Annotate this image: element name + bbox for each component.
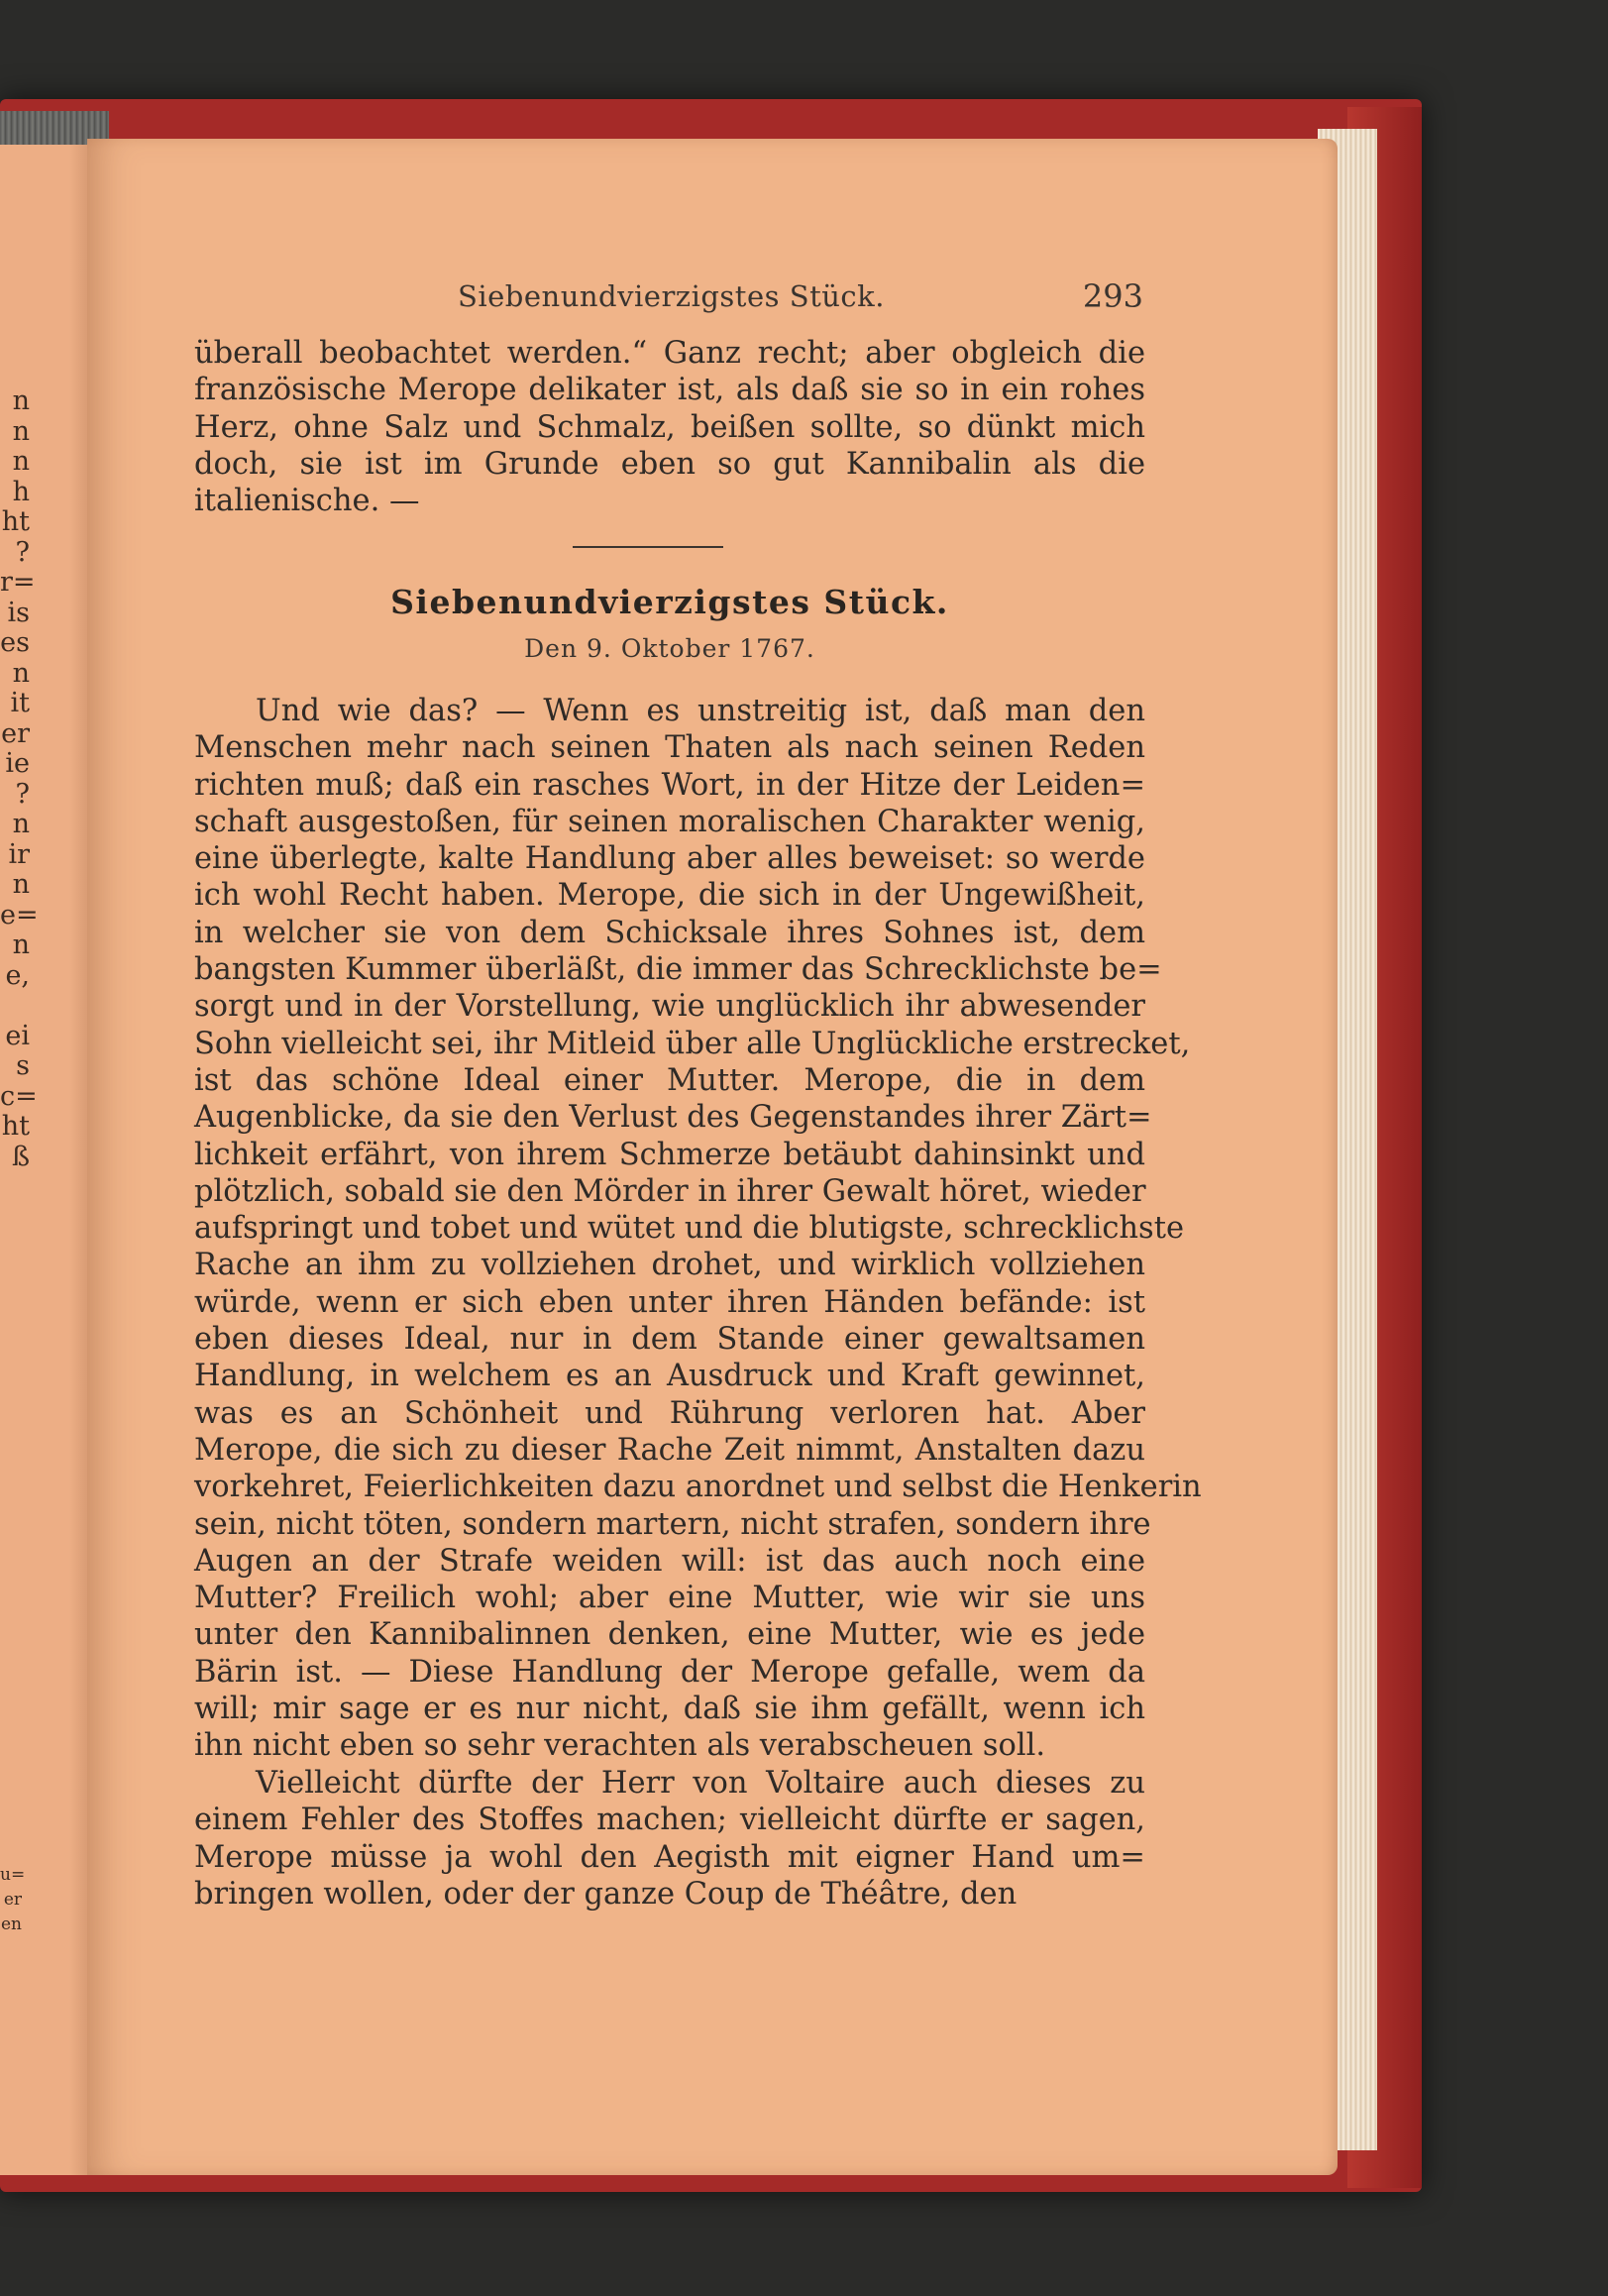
text-line: ich wohl Recht haben. Merope, die sich in der Ungewißheit, [194,878,1145,914]
text-line: Menschen mehr nach seinen Thaten als nach seinen Reden [194,730,1145,766]
fragment: n [12,929,30,960]
fragment: ? [15,778,30,810]
fragment: c= [0,1080,38,1112]
running-title: Siebenundvierzigstes Stück. [458,279,885,313]
text-line: ist das schöne Ideal einer Mutter. Merope, die in dem [194,1062,1145,1098]
text-line: Augenblicke, da sie den Verlust des Gegenstandes ihrer Zärt= [194,1100,1152,1136]
facing-page-text-fragments [0,385,39,1172]
text-line: bringen wollen, oder der ganze Coup de Théâtre, den [194,1876,1018,1912]
fragment: ht [1,1111,30,1142]
page-number: 293 [1082,277,1143,315]
fragment: n [12,385,30,416]
fragment: es [0,627,30,658]
body-paragraph-1 [194,693,1202,1765]
fragment: n [12,869,30,900]
text-line: Merope müsse ja wohl den Aegisth mit eigner Hand um= [194,1839,1145,1875]
text-line: doch, sie ist im Grunde eben so gut Kannibalin als die [194,446,1145,482]
fragment: h [12,476,30,507]
text-line: ihn nicht eben so sehr verachten als verabscheuen soll. [194,1728,1046,1764]
text-line: was es an Schönheit und Rührung verloren hat. Aber [194,1395,1145,1431]
fragment: is [7,597,30,628]
fragment: er [3,1890,22,1910]
fragment: ? [15,536,30,568]
text-line: italienische. — [194,484,420,519]
text-line: Herz, ohne Salz und Schmalz, beißen sollte, so dünkt mich [194,409,1145,445]
fragment: u= [0,1865,26,1885]
text-line: lichkeit erfährt, von ihrem Schmerze betäubt dahinsinkt und [194,1137,1145,1172]
fragment: er [1,717,30,749]
text-line: Sohn vielleicht sei, ihr Mitleid über alle Unglückliche erstrecket, [194,1026,1191,1061]
fragment: ß [11,1141,30,1172]
text-line: überall beobachtet werden.“ Ganz recht; aber obgleich die [194,336,1145,371]
opening-paragraph [194,335,1145,519]
text-line: will; mir sage er es nur nicht, daß sie ihm gefällt, wenn ich [194,1692,1145,1727]
text-line: Und wie das? — Wenn es unstreitig ist, daß man den [256,694,1145,728]
fragment: ei [5,1020,30,1051]
text-line: französische Merope delikater ist, als daß sie so in ein rohes [194,373,1145,408]
fragment: s [16,1050,30,1081]
section-date: Den 9. Oktober 1767. [524,634,815,663]
text-line: sein, nicht töten, sondern martern, nicht strafen, sondern ihre [194,1506,1151,1542]
fragment: e= [0,899,39,930]
fragment: r= [0,567,36,598]
fragment: n [12,446,30,477]
section-title: Siebenundvierzigstes Stück. [390,583,949,621]
running-head [194,279,1145,319]
text-line: eben dieses Ideal, nur in dem Stande einer gewaltsamen [194,1322,1145,1358]
section-divider [573,546,723,548]
text-line: Vielleicht dürfte der Herr von Voltaire auch dieses zu [256,1766,1145,1801]
text-line: würde, wenn er sich eben unter ihren Händen befände: ist [194,1284,1145,1320]
fragment: ht [1,506,30,537]
fragment: ir [8,838,30,870]
fragment: e, [5,959,30,991]
fragment: ie [5,748,30,779]
text-line: Merope, die sich zu dieser Rache Zeit nimmt, Anstalten dazu [194,1432,1145,1468]
text-line: Bärin ist. — Diese Handlung der Merope gefalle, wem da [194,1654,1145,1690]
fragment: n [12,415,30,447]
text-line: plötzlich, sobald sie den Mörder in ihrer Gewalt höret, wieder [194,1173,1146,1209]
text-line: Rache an ihm zu vollziehen drohet, und wirklich vollziehen [194,1248,1145,1283]
text-line: sorgt und in der Vorstellung, wie unglücklich ihr abwesender [194,989,1145,1025]
fragment: it [10,688,30,718]
text-line: einem Fehler des Stoffes machen; vielleicht dürfte er sagen, [194,1803,1145,1838]
body-paragraph-2 [194,1765,1145,1913]
fragment: n [12,657,30,689]
text-line: schaft ausgestoßen, für seinen moralischen Charakter wenig, [194,804,1145,839]
text-line: richten muß; daß ein rasches Wort, in der Hitze der Leiden= [194,767,1145,803]
text-line: aufspringt und tobet und wütet und die blutigste, schrecklichste [194,1211,1185,1247]
text-line: Augen an der Strafe weiden will: ist das auch noch eine [194,1543,1145,1579]
text-line: unter den Kannibalinnen denken, eine Mutter, wie es jede [194,1617,1145,1653]
text-line: bangsten Kummer überläßt, die immer das Schrecklichste be= [194,952,1162,988]
fragment: en [0,1914,22,1934]
fragment: n [12,809,30,839]
text-line: in welcher sie von dem Schicksale ihres Sohnes ist, dem [194,915,1145,950]
facing-page-footnote-fragments [0,1863,26,1937]
text-line: eine überlegte, kalte Handlung aber alles beweiset: so werde [194,841,1145,877]
text-line: Mutter? Freilich wohl; aber eine Mutter, wie wir sie uns [194,1581,1145,1616]
text-line: Handlung, in welchem es an Ausdruck und Kraft gewinnet, [194,1359,1145,1394]
fragment [0,991,30,1022]
text-line: vorkehret, Feierlichkeiten dazu anordnet und selbst die Henkerin [194,1470,1202,1505]
